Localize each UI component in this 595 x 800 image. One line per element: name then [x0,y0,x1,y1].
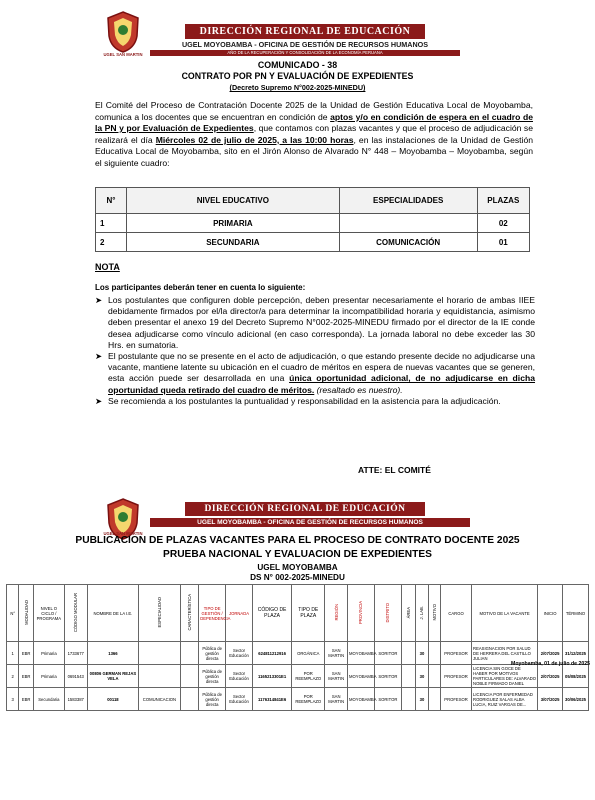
th-numero: N° [96,188,127,214]
table-cell: MOYOBAMBA [348,642,375,665]
nota-list [95,295,535,407]
comunicado-number: COMUNICADO - 38 [257,60,338,70]
th-col: REGIÓN [325,585,348,642]
th-col: JORNADA [226,585,253,642]
th-col: MOTIVO DE LA VACANTE [472,585,538,642]
cell-numero: 1 [96,214,127,233]
nota-title: NOTA [95,262,120,272]
th-col: NIVEL O CICLO / PROGRAMA [33,585,64,642]
table-cell: SAN MARTIN [325,665,348,688]
table-row [7,688,589,711]
comunicado-decree: (Decreto Supremo N°002-2025-MINEDU) [229,83,366,92]
plazas-table [95,187,530,252]
table-cell: COMUNICACION [139,688,180,711]
table-cell: Primaria [33,642,64,665]
table-cell: REASIGNACION POR SALUD DE HERRERA DEL CASTILLO JULIAN [472,642,538,665]
table-cell: EBR [19,688,33,711]
list-item: ➤ El postulante que no se presente en el acto de adjudicación, o que estando presente decide no adjudicarse una vacante, mantiene latente su ubicación en el cuadro de méritos en espera de nuevas vacantes que se generen, esta acción puede ser desarrollada en una única oportunidad adicional, de no adjudicarse en dicha oportunidad queda retirado del cuadro de méritos. (resaltado es nuestro). [95,351,536,395]
banner-subtitle-2: UGEL MOYOBAMBA - OFICINA DE GESTIÓN DE RECURSOS HUMANOS [150,518,470,527]
th-col: CARGO [441,585,472,642]
table-cell: ORGÁNICA [292,642,325,665]
table-cell: 624811212916 [252,642,291,665]
table-cell: 1733677 [64,642,87,665]
cell-especialidad [339,214,477,233]
banner-tagline: AÑO DE LA RECUPERACIÓN Y CONSOLIDACIÓN DE LA ECONOMÍA PERUANA [150,50,460,56]
table-cell [428,642,440,665]
publicacion-decree: DS N° 002-2025-MINEDU [250,573,345,582]
table-cell: Primaria [33,665,64,688]
th-col: TIPO DE PLAZA [292,585,325,642]
th-col: CARACTERÍSTICA [180,585,199,642]
table-cell: POR REEMPLAZO [292,665,325,688]
table-cell [401,665,415,688]
table-cell: 1165213301E1 [252,665,291,688]
table-cell: 1583387 [64,688,87,711]
table-cell: POR REEMPLAZO [292,688,325,711]
table-cell: SAN MARTIN [325,688,348,711]
arrow-bullet-icon: ➤ [95,295,103,305]
arrow-bullet-icon: ➤ [95,351,103,362]
nota-intro: Los participantes deberán tener en cuenta lo siguiente: [95,283,306,292]
th-col: MOTIVO [428,585,440,642]
publicacion-subtitle: PRUEBA NACIONAL Y EVALUACION DE EXPEDIENTES [163,549,432,560]
logo-caption: UGEL SAN MARTIN [103,52,143,57]
table-cell [428,665,440,688]
table-cell: 2/07/2025 [538,642,563,665]
cell-plazas: 01 [477,233,529,252]
banner-subtitle: UGEL MOYOBAMBA - OFICINA DE GESTIÓN DE RECURSOS HUMANOS [181,40,429,49]
table-cell: Pública de gestión directa [199,665,226,688]
vacantes-table [6,584,589,711]
table-cell: 30 [416,665,428,688]
table-cell: PROFESOR [441,688,472,711]
table-cell: Sector Educación [226,688,253,711]
table-cell: 2 [7,665,19,688]
table-cell: 31/12/2025 [563,642,589,665]
th-especialidades: ESPECIALIDADES [339,188,477,214]
publicacion-ugel: UGEL MOYOBAMBA [257,563,338,572]
table-cell: LICENCIA POR ENFERMEDAD RODRIGUEZ SALAS ALBA LUCIA, RUIZ VARGAS DE... [472,688,538,711]
table-cell: 05/08/2025 [563,665,589,688]
table-cell [139,665,180,688]
table-cell [401,688,415,711]
logo-caption: UGEL SAN MARTIN [103,531,143,536]
table-cell: Secundaria [33,688,64,711]
th-col: DISTRITO [374,585,401,642]
table-cell: Pública de gestión directa [199,688,226,711]
table-row [96,214,530,233]
publicacion-footer: Moyobamba, 01 de julio de 2025 [511,661,590,667]
table-cell: EBR [19,665,33,688]
table-cell: PROFESOR [441,665,472,688]
th-col: TÉRMINO [563,585,589,642]
table-cell: SORITOR [374,665,401,688]
th-col: J. LAB. [416,585,428,642]
table-cell: 30 [416,688,428,711]
cell-especialidad: COMUNICACIÓN [339,233,477,252]
table-cell [180,665,199,688]
table-cell: EBR [19,642,33,665]
table-cell: 0691543 [64,665,87,688]
th-col: PROVINCIA [348,585,375,642]
table-cell: MOYOBAMBA [348,688,375,711]
table-cell [180,688,199,711]
table-cell: 3/07/2025 [538,688,563,711]
table-cell: 1176314841E6 [252,688,291,711]
th-nivel: NIVEL EDUCATIVO [127,188,340,214]
th-plazas: PLAZAS [477,188,529,214]
arrow-bullet-icon: ➤ [95,395,103,406]
cell-nivel: SECUNDARIA [127,233,340,252]
list-item: ➤ Se recomienda a los postulantes la puntualidad y responsabilidad en la asistencia para la adjudicación. [95,395,501,406]
table-cell: PROFESOR [441,642,472,665]
th-col: N° [7,585,19,642]
table-cell: Pública de gestión directa [199,642,226,665]
cell-plazas: 02 [477,214,529,233]
comunicado-title: CONTRATO POR PN Y EVALUACIÓN DE EXPEDIENTES [181,71,414,81]
th-col: INICIO [538,585,563,642]
th-col: ESPECIALIDAD [139,585,180,642]
table-cell: 00118 [87,688,139,711]
table-cell: 1366 [87,642,139,665]
table-cell: Sector Educación [226,642,253,665]
cell-numero: 2 [96,233,127,252]
th-col: TIPO DE GESTIÓN / DEPENDENCIA [199,585,226,642]
table-cell: SORITOR [374,642,401,665]
ugel-logo [104,10,142,54]
th-col: NOMBRE DE LA I.E. [87,585,139,642]
table-cell: 30 [416,642,428,665]
table-cell: 3 [7,688,19,711]
table-cell: SORITOR [374,688,401,711]
table-cell: LICENCIA SIN GOCE DE HABER POR MOTIVOS PARTICULARES DE: ALVARADO NOBLE FIRMADO DANIEL [473,666,537,686]
table-row [7,665,589,688]
table-cell: SAN MARTIN [325,642,348,665]
th-col: ÁREA [401,585,415,642]
table-cell [139,642,180,665]
banner-title: DIRECCIÓN REGIONAL DE EDUCACIÓN [185,24,425,39]
publicacion-title: PUBLICACION DE PLAZAS VACANTES PARA EL PROCESO DE CONTRATO DOCENTE 2025 [75,535,520,546]
table-row [96,233,530,252]
list-item: ➤ Los postulantes que configuren doble percepción, deben presentar necesariamente el horario de ambas IIEE debidamente firmados por el/la director/a para determinar la incompatibilidad horaria y equidistancia, asimismo deben presentar el anexo 19 del Decreto Supremo N°002-2025-MINEDU firmado por el director de la IE conde desea adjudicarse como vínculo adicional (en caso corresponda). La jornada laboral no debe exceder las 30 Hrs. en sumatoria. [95,295,535,350]
table-cell [180,642,199,665]
cell-nivel: PRIMARIA [127,214,340,233]
table-cell: 2/07/2025 [538,665,563,688]
signature: ATTE: EL COMITÉ [358,465,431,475]
table-cell: 1 [7,642,19,665]
th-col: CÓDIGO MODULAR [64,585,87,642]
table-cell [428,688,440,711]
th-col: CÓDIGO DE PLAZA [252,585,291,642]
banner-title-2: DIRECCIÓN REGIONAL DE EDUCACIÓN [185,502,425,516]
table-cell: 30/06/2025 [563,688,589,711]
table-cell [401,642,415,665]
th-col: MODALIDAD [19,585,33,642]
comunicado-paragraph: El Comité del Proceso de Contratación Docente 2025 de la Unidad de Gestión Educativa Local de Moyobamba, comunica a los docentes que se encuentran en condición de aptos y/o en condición de espera en el cuadro de la PN y por Evaluación de Expedientes, que contamos con plazas vacantes y que el proceso de adjudicación se realizará el día Miércoles 02 de julio de 2025, a las 10:00 horas, en las instalaciones de la Unidad de Gestión Educativa Local de Moyobamba, sito en el Jirón Alonso de Alvarado N° 448 – Moyobamba – Moyobamba, según el siguiente cuadro: [95,100,534,168]
table-cell: MOYOBAMBA [348,665,375,688]
table-cell: 00806 GERMAN REJAS VELA [87,665,139,688]
table-cell: Sector Educación [226,665,253,688]
